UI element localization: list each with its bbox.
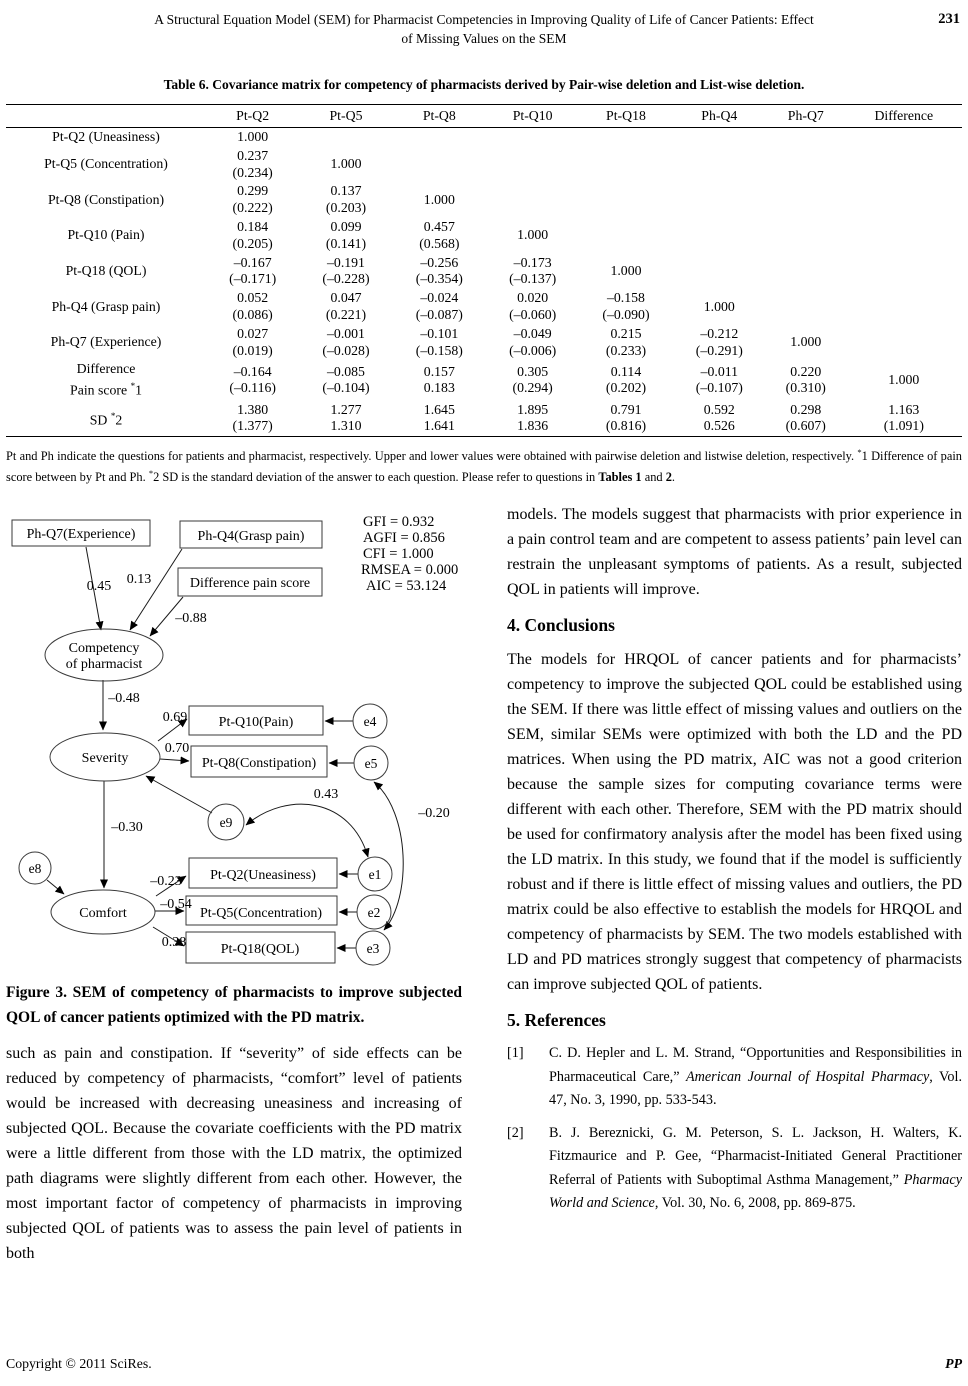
matrix-cell [673, 289, 766, 325]
text-segment: American Journal of Hospital Pharmacy [685, 1068, 930, 1085]
row-label-line [6, 408, 206, 429]
matrix-cell [673, 182, 766, 218]
fit-stat-aic: AIC = 53.124 [366, 578, 447, 595]
matrix-value: –0.024 [420, 290, 459, 306]
matrix-value: 0.047 [330, 290, 362, 306]
matrix-cell [486, 218, 579, 254]
text-segment: * [110, 410, 116, 421]
matrix-value: 1.000 [790, 334, 822, 350]
matrix-value: –0.173 [513, 254, 552, 270]
coef-comfort-ptq5: –0.54 [160, 897, 192, 913]
text-segment: Pharmacy World and Science [549, 1171, 962, 1212]
reference-item [507, 1042, 962, 1113]
running-head [6, 10, 962, 48]
matrix-value: –0.256 [420, 254, 459, 270]
matrix-value: (0.086) [232, 306, 273, 322]
matrix-cell [673, 218, 766, 254]
coef-phq7-competency: 0.45 [86, 579, 112, 595]
matrix-cell [299, 360, 392, 400]
matrix-cell [579, 182, 672, 218]
coef-cov-e5-e3: –0.20 [418, 806, 450, 822]
label-competency-1: Competency [68, 641, 140, 657]
matrix-cell [766, 360, 846, 400]
matrix-value: (–0.107) [695, 380, 743, 396]
matrix-cell [393, 254, 486, 290]
table-footnote [6, 444, 962, 486]
row-label-line [6, 263, 206, 280]
text-segment: 2 [115, 412, 123, 428]
label-e2: e2 [367, 905, 381, 921]
matrix-value: (1.377) [232, 418, 273, 434]
conclusions-paragraph: The models for HRQOL of cancer patients and for pharmacists’ competency to improve the subjected QOL could be established using the SEM. If there was little effect of missing values and outliers on the SEM, similar SEMs were optimized with both the LD and the PD matrices. When using the PD matrix, AIC was not a good criterion because the sample sizes for computing covariance terms were different with each other. Therefore, SEM with the PD matrix should be used for confirmatory analysis after the model has been fixed using the LD matrix. In this study, we found that if the model is sufficiently robust and if there is little effect of missing values and outliers, the PD matrix could be also effective to establish the models for HRQOL and competency of pharmacists by SEM. The two models established with LD and PD matrices strongly suggest that competency of pharmacists can improve subjected QOL of patients. [507, 651, 962, 994]
matrix-cell [486, 182, 579, 218]
copyright-notice: Copyright © 2011 SciRes. [6, 1356, 152, 1371]
text-segment: 1 Difference of pain score between by Pt and Ph. [6, 449, 962, 485]
label-ptq10: Pt-Q10(Pain) [218, 715, 294, 731]
text-segment: Ph-Q7 (Experience) [50, 334, 162, 350]
matrix-value: 1.000 [237, 129, 269, 144]
matrix-cell [579, 289, 672, 325]
text-segment: 2 [665, 470, 672, 485]
matrix-value: 0.052 [237, 290, 269, 306]
matrix-cell [299, 128, 392, 147]
left-column [6, 500, 462, 1266]
matrix-cell [486, 325, 579, 361]
matrix-cell [299, 325, 392, 361]
label-e9: e9 [219, 815, 233, 831]
matrix-value: (–0.028) [322, 342, 370, 358]
column-header: Pt-Q2 [206, 105, 299, 128]
matrix-cell [766, 289, 846, 325]
matrix-cell [486, 401, 579, 437]
text-segment: Difference [76, 361, 136, 377]
matrix-cell [673, 401, 766, 437]
label-e3: e3 [366, 941, 380, 957]
matrix-value: (0.221) [325, 306, 367, 322]
matrix-value: (0.294) [512, 380, 553, 396]
label-diff-pain: Difference pain score [189, 576, 311, 592]
matrix-value: 1.163 [888, 401, 920, 417]
text-segment: Pt-Q8 (Constipation) [47, 191, 165, 207]
matrix-value: –0.011 [700, 363, 739, 379]
reference-text [533, 1122, 962, 1216]
matrix-cell [846, 128, 962, 147]
matrix-cell [206, 218, 299, 254]
matrix-value: –0.167 [233, 254, 272, 270]
column-header: Pt-Q18 [579, 105, 672, 128]
row-label-line [6, 361, 206, 378]
journal-abbreviation: PP [945, 1356, 962, 1371]
label-competency-2: of pharmacist [65, 657, 143, 673]
text-segment: 2 SD is the standard deviation of the answer to each question. Please refer to questions in [153, 470, 599, 485]
body-paragraph-left: such as pain and constipation. If “severity” of side effects can be reduced by competency of pharmacists, “comfort” level of patients would be increased with decreasing uneasiness and increasing of subjected QOL. Because the covariate coefficients with the PD matrix were a little different from those with the LD matrix, the optimized path diagrams were slightly different from each other. However, the most important factor of competency of pharmacists in improving subjected QOL of patients was to assess the pain level of patients in both [6, 1045, 462, 1263]
matrix-value: (–0.104) [322, 380, 370, 396]
matrix-value: (0.816) [605, 418, 647, 434]
coef-cov-e9-e1: 0.43 [313, 787, 339, 803]
matrix-value: (–0.354) [415, 271, 463, 287]
path-e8-comfort [47, 880, 64, 894]
matrix-cell [579, 325, 672, 361]
matrix-value: 0.791 [610, 401, 642, 417]
row-label-line [6, 378, 206, 399]
column-header: Pt-Q5 [299, 105, 392, 128]
row-label [6, 254, 206, 290]
matrix-value: (0.310) [785, 380, 826, 396]
matrix-cell [579, 254, 672, 290]
matrix-value: 0.298 [790, 401, 822, 417]
text-segment: Pt-Q5 (Concentration) [44, 156, 168, 172]
column-header: Pt-Q10 [486, 105, 579, 128]
table-row [6, 218, 962, 254]
conclusions-heading: 4. Conclusions [507, 615, 615, 636]
matrix-value: –0.158 [607, 290, 645, 306]
matrix-value: 0.592 [703, 401, 735, 417]
matrix-value: (–0.006) [509, 342, 557, 358]
table-caption: Table 6. Covariance matrix for competency of pharmacists derived by Pair-wise deletion and List-wise deletion. [163, 77, 805, 92]
matrix-cell [206, 401, 299, 437]
matrix-cell [393, 401, 486, 437]
table-header-row [6, 105, 962, 128]
text-segment: Pt-Q2 (Uneasiness) [52, 129, 160, 144]
matrix-cell [206, 182, 299, 218]
figure-caption: Figure 3. SEM of competency of pharmacists to improve subjected QOL of cancer patients optimized with the PD matrix. [6, 984, 462, 1027]
matrix-cell [766, 254, 846, 290]
two-column-body [6, 500, 962, 1266]
matrix-value: –0.191 [327, 254, 365, 270]
matrix-value: –0.101 [420, 325, 459, 341]
matrix-cell [579, 128, 672, 147]
matrix-value: 0.184 [237, 218, 269, 234]
row-label [6, 360, 206, 400]
matrix-cell [846, 401, 962, 437]
column-header: Ph-Q4 [673, 105, 766, 128]
matrix-cell [299, 218, 392, 254]
matrix-cell [579, 360, 672, 400]
page-footer [6, 1356, 962, 1372]
matrix-value: (1.091) [883, 418, 924, 434]
text-segment: C. D. Hepler and L. M. Strand, “Opportunities and Responsibilities in Pharmaceutical Care,” [549, 1045, 962, 1085]
matrix-value: (0.203) [325, 200, 367, 216]
reference-number: [2] [507, 1124, 524, 1141]
matrix-cell [846, 254, 962, 290]
matrix-cell [846, 147, 962, 183]
matrix-value: 1.000 [703, 298, 735, 314]
covariance-table-header [6, 105, 962, 128]
label-ptq2: Pt-Q2(Uneasiness) [210, 868, 316, 884]
matrix-value: (–0.090) [602, 306, 650, 322]
matrix-value: (0.222) [232, 200, 273, 216]
matrix-value: (–0.171) [229, 271, 277, 287]
matrix-value: (0.019) [232, 342, 273, 358]
matrix-cell [206, 325, 299, 361]
text-segment: * [130, 381, 136, 392]
table-row [6, 401, 962, 437]
matrix-cell [486, 289, 579, 325]
matrix-value: 0.305 [517, 363, 549, 379]
matrix-value: 1.000 [610, 262, 642, 278]
table-row [6, 182, 962, 218]
page-number: 231 [938, 11, 960, 27]
text-segment: Ph-Q4 (Grasp pain) [51, 298, 161, 314]
table-row [6, 360, 962, 400]
matrix-cell [206, 147, 299, 183]
matrix-cell [673, 360, 766, 400]
matrix-cell [673, 128, 766, 147]
column-header: Difference [846, 105, 962, 128]
matrix-value: (0.234) [232, 164, 273, 180]
matrix-value: 1.000 [423, 191, 455, 207]
matrix-cell [766, 128, 846, 147]
running-head-line1: A Structural Equation Model (SEM) for Pharmacist Competencies in Improving Quality of Life of Cancer Patients: Effect [154, 12, 814, 27]
coef-phq4-competency: 0.13 [126, 572, 152, 588]
text-segment: Pt and Ph indicate the questions for patients and pharmacist, respectively. Upper and lower values were obtained with pairwise deletion and listwise deletion, respectively. [6, 449, 858, 464]
label-e8: e8 [28, 861, 42, 877]
matrix-cell [673, 254, 766, 290]
text-segment: 1 [135, 382, 142, 398]
matrix-cell [766, 147, 846, 183]
sem-figure [6, 500, 462, 968]
reference-item [507, 1122, 962, 1216]
right-column [507, 500, 962, 1266]
matrix-cell [579, 147, 672, 183]
matrix-value: (–0.158) [415, 342, 463, 358]
matrix-value: 1.310 [330, 418, 362, 434]
matrix-value: (0.607) [785, 418, 826, 434]
matrix-value: 1.641 [423, 418, 455, 434]
label-ptq18: Pt-Q18(QOL) [220, 942, 300, 958]
path-severity-ptq8 [160, 759, 189, 761]
text-segment: . [671, 470, 676, 485]
text-segment: B. J. Bereznicki, G. M. Peterson, S. L. Jackson, H. Walters, K. Fitzmaurice and P. Gee, “Pharmacist-Initiated General Practitioner Referral of Patients with Suboptimal Asthma Management,” [549, 1124, 962, 1188]
matrix-value: 0.526 [703, 418, 735, 434]
matrix-value: 0.237 [237, 147, 269, 163]
matrix-value: (0.205) [232, 235, 273, 251]
matrix-value: 0.020 [517, 290, 549, 306]
matrix-value: 1.000 [517, 227, 549, 243]
row-label-line [6, 129, 206, 146]
matrix-value: 0.027 [237, 325, 269, 341]
row-label [6, 289, 206, 325]
row-label-line [6, 334, 206, 351]
label-ptq8: Pt-Q8(Constipation) [201, 756, 317, 772]
matrix-cell [206, 254, 299, 290]
reference-text [533, 1042, 962, 1113]
covariance-e9-e1 [246, 805, 368, 858]
matrix-value: (–0.060) [509, 306, 557, 322]
matrix-value: 0.099 [330, 218, 362, 234]
row-label-line [6, 192, 206, 209]
row-label [6, 401, 206, 437]
matrix-cell [846, 360, 962, 400]
matrix-cell [846, 182, 962, 218]
column-header: Ph-Q7 [766, 105, 846, 128]
matrix-value: 1.277 [330, 401, 362, 417]
table-row [6, 128, 962, 147]
matrix-cell [766, 401, 846, 437]
text-segment: , Vol. 47, No. 3, 1990, pp. 533-543. [549, 1068, 962, 1109]
coef-competency-severity: –0.48 [108, 691, 140, 707]
matrix-value: 0.220 [790, 363, 822, 379]
table-row [6, 147, 962, 183]
row-label [6, 128, 206, 147]
row-label [6, 182, 206, 218]
text-segment: Pain score [70, 382, 131, 398]
matrix-cell [299, 147, 392, 183]
matrix-cell [673, 147, 766, 183]
label-severity: Severity [81, 751, 129, 767]
matrix-cell [393, 128, 486, 147]
matrix-value: (–0.087) [415, 306, 463, 322]
label-e1: e1 [368, 867, 382, 883]
covariance-table [6, 104, 962, 437]
label-e5: e5 [364, 756, 378, 772]
coef-comfort-ptq18: 0.38 [161, 935, 187, 951]
matrix-cell [846, 289, 962, 325]
matrix-cell [393, 360, 486, 400]
matrix-cell [673, 325, 766, 361]
text-segment: Tables 1 [598, 470, 642, 485]
matrix-cell [299, 254, 392, 290]
matrix-cell [393, 147, 486, 183]
fit-stat-agfi: AGFI = 0.856 [363, 530, 445, 547]
matrix-cell [393, 325, 486, 361]
text-segment: Pt-Q10 (Pain) [67, 227, 145, 243]
matrix-value: 0.183 [423, 380, 455, 396]
row-label [6, 325, 206, 361]
covariance-table-body [6, 128, 962, 437]
body-paragraph-right-1: models. The models suggest that pharmacists with prior experience in a pain control team and are competent to assess patients’ pain level can restrain the unpleasant symptoms of patients. As a result, subjected QOL in patients will improve. [507, 506, 962, 599]
label-phq4: Ph-Q4(Grasp pain) [197, 529, 305, 545]
matrix-value: –0.212 [700, 325, 739, 341]
matrix-cell [206, 360, 299, 400]
matrix-cell [393, 289, 486, 325]
matrix-cell [766, 182, 846, 218]
coef-severity-ptq8: 0.70 [164, 741, 190, 757]
column-header [6, 105, 206, 128]
fit-stat-gfi: GFI = 0.932 [363, 514, 435, 531]
row-label-line [6, 156, 206, 173]
row-label-line [6, 227, 206, 244]
path-phq4-competency [130, 549, 182, 630]
matrix-value: (0.233) [605, 342, 647, 358]
matrix-value: 0.114 [610, 363, 642, 379]
matrix-value: –0.001 [327, 325, 365, 341]
matrix-cell [206, 128, 299, 147]
matrix-value: –0.049 [513, 325, 552, 341]
text-segment: Pt-Q18 (QOL) [65, 262, 147, 278]
matrix-value: 1.895 [517, 401, 549, 417]
matrix-value: 0.157 [423, 363, 455, 379]
label-ptq5: Pt-Q5(Concentration) [199, 906, 323, 922]
matrix-value: (0.141) [325, 235, 367, 251]
matrix-value: (–0.228) [322, 271, 370, 287]
running-head-line2: of Missing Values on the SEM [401, 31, 567, 46]
matrix-value: 1.000 [888, 372, 920, 388]
coef-severity-comfort: –0.30 [111, 820, 143, 836]
coef-comfort-ptq2: –0.23 [150, 874, 182, 890]
matrix-value: (–0.291) [695, 342, 743, 358]
reference-number: [1] [507, 1045, 524, 1062]
matrix-value: (–0.116) [229, 380, 276, 396]
matrix-value: 1.645 [423, 401, 455, 417]
matrix-cell [393, 218, 486, 254]
matrix-value: 0.299 [237, 183, 269, 199]
matrix-value: –0.085 [327, 363, 365, 379]
label-phq7: Ph-Q7(Experience) [26, 527, 136, 543]
coef-severity-ptq10: 0.69 [162, 710, 188, 726]
matrix-cell [206, 289, 299, 325]
matrix-cell [486, 147, 579, 183]
label-comfort: Comfort [79, 906, 127, 922]
matrix-value: 1.000 [330, 156, 362, 172]
references-list [507, 1042, 962, 1216]
matrix-cell [299, 182, 392, 218]
text-segment: * [857, 447, 862, 458]
table-row [6, 325, 962, 361]
text-segment: SD [89, 412, 111, 428]
table-row [6, 254, 962, 290]
matrix-value: 0.457 [423, 218, 455, 234]
matrix-cell [393, 182, 486, 218]
table-row [6, 289, 962, 325]
row-label-line [6, 299, 206, 316]
matrix-value: –0.164 [233, 363, 272, 379]
matrix-value: (0.202) [605, 380, 647, 396]
matrix-value: (0.568) [419, 235, 460, 251]
matrix-cell [299, 289, 392, 325]
matrix-cell [846, 325, 962, 361]
text-segment: , Vol. 30, No. 6, 2008, pp. 869-875. [654, 1195, 856, 1212]
text-segment: and [641, 470, 666, 485]
matrix-cell [766, 325, 846, 361]
coef-diff-competency: –0.88 [175, 611, 207, 627]
fit-stat-cfi: CFI = 1.000 [363, 546, 434, 563]
row-label [6, 218, 206, 254]
matrix-cell [486, 254, 579, 290]
matrix-cell [486, 360, 579, 400]
references-heading: 5. References [507, 1010, 606, 1031]
matrix-cell [299, 401, 392, 437]
path-e9-severity [146, 776, 212, 813]
row-label [6, 147, 206, 183]
matrix-cell [766, 218, 846, 254]
label-e4: e4 [363, 714, 377, 730]
matrix-cell [579, 401, 672, 437]
matrix-cell [579, 218, 672, 254]
column-header: Pt-Q8 [393, 105, 486, 128]
matrix-value: 0.137 [330, 183, 362, 199]
text-segment: * [148, 468, 154, 479]
matrix-value: 1.380 [237, 401, 269, 417]
matrix-value: 0.215 [610, 325, 642, 341]
matrix-value: (–0.137) [509, 271, 557, 287]
fit-stat-rmsea: RMSEA = 0.000 [361, 562, 459, 579]
matrix-cell [846, 218, 962, 254]
matrix-cell [486, 128, 579, 147]
matrix-value: 1.836 [517, 418, 549, 434]
